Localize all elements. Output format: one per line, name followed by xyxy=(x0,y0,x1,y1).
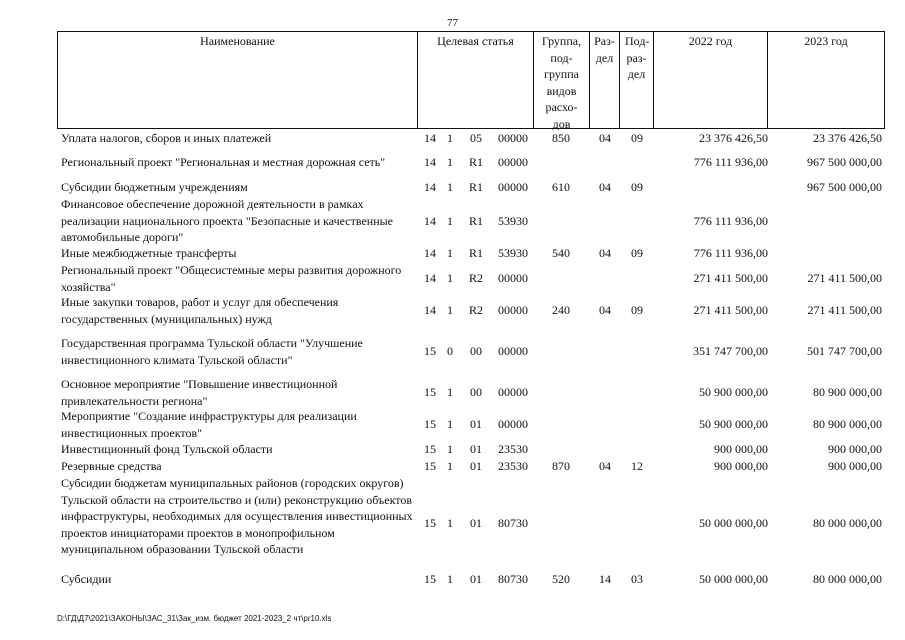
target-code-2: 1 xyxy=(447,385,453,399)
target-code-2: 1 xyxy=(447,459,453,473)
target-code-2: 1 xyxy=(447,180,453,194)
target-code-1: 14 xyxy=(424,303,436,317)
row-name: Региональный проект "Общесистемные меры развития дорожного хозяйства" xyxy=(61,263,402,294)
target-code-1: 14 xyxy=(424,180,436,194)
target-code-1: 15 xyxy=(424,516,436,530)
target-code-4: 00000 xyxy=(498,131,528,145)
header-2023: 2023 год xyxy=(804,34,848,48)
target-code-3: 01 xyxy=(470,442,482,456)
target-code-3: R1 xyxy=(468,246,483,260)
section-code: 14 xyxy=(599,572,611,586)
amount-2023: 80 000 000,00 xyxy=(813,516,882,530)
target-code-4: 53930 xyxy=(498,246,528,260)
amount-2023: 900 000,00 xyxy=(828,442,882,456)
target-code-3: 05 xyxy=(470,131,482,145)
amount-2023: 80 900 000,00 xyxy=(813,417,882,431)
header-group: Группа, под- группа видов расхо- дов xyxy=(534,32,590,128)
amount-2022: 23 376 426,50 xyxy=(699,131,768,145)
target-code-3: 00 xyxy=(470,344,482,358)
amount-2022: 50 900 000,00 xyxy=(699,417,768,431)
amount-2022: 900 000,00 xyxy=(714,459,768,473)
amount-2022: 776 111 936,00 xyxy=(693,155,768,169)
target-code-3: R1 xyxy=(468,180,483,194)
header-name: Наименование xyxy=(58,32,418,128)
subsection-code: 09 xyxy=(631,180,643,194)
target-code-3: 01 xyxy=(470,572,482,586)
footer-file-path: D:\ГД\Д7\2021\ЗАКОНЫ\ЗАС_31\Зак_изм. бюджет 2021-2023_2 чт\pr10.xls xyxy=(57,614,332,623)
target-code-2: 1 xyxy=(447,271,453,285)
target-code-1: 15 xyxy=(424,385,436,399)
subsection-code: 09 xyxy=(631,131,643,145)
amount-2023: 80 900 000,00 xyxy=(813,385,882,399)
target-code-3: 01 xyxy=(470,459,482,473)
amount-2022: 776 111 936,00 xyxy=(693,246,768,260)
target-code-3: 01 xyxy=(470,516,482,530)
target-code-4: 00000 xyxy=(498,155,528,169)
section-code: 04 xyxy=(599,180,611,194)
target-code-4: 00000 xyxy=(498,385,528,399)
expense-group: 610 xyxy=(552,180,570,194)
amount-2022: 271 411 500,00 xyxy=(693,271,768,285)
target-code-2: 1 xyxy=(447,417,453,431)
target-code-4: 00000 xyxy=(498,303,528,317)
amount-2022: 50 900 000,00 xyxy=(699,385,768,399)
amount-2023: 967 500 000,00 xyxy=(807,180,882,194)
target-code-4: 80730 xyxy=(498,572,528,586)
target-code-2: 1 xyxy=(447,516,453,530)
target-code-3: R1 xyxy=(468,155,483,169)
amount-2023: 23 376 426,50 xyxy=(813,131,882,145)
subsection-code: 09 xyxy=(631,303,643,317)
target-code-1: 15 xyxy=(424,459,436,473)
target-code-2: 1 xyxy=(447,213,453,228)
target-code-4: 00000 xyxy=(498,271,528,285)
row-name: Региональный проект "Региональная и местная дорожная сеть" xyxy=(61,155,386,169)
amount-2022: 50 000 000,00 xyxy=(699,516,768,530)
target-code-4: 00000 xyxy=(498,417,528,431)
target-code-2: 1 xyxy=(447,303,453,317)
amount-2023: 900 000,00 xyxy=(828,459,882,473)
section-code: 04 xyxy=(599,459,611,473)
expense-group: 850 xyxy=(552,131,570,145)
amount-2022: 351 747 700,00 xyxy=(693,344,768,358)
target-code-2: 1 xyxy=(447,442,453,456)
row-name: Государственная программа Тульской области "Улучшение инвестиционного климата Тульской области" xyxy=(61,336,363,367)
header-target: Целевая статья xyxy=(418,32,534,128)
section-code: 04 xyxy=(599,246,611,260)
target-code-2: 1 xyxy=(447,246,453,260)
target-code-1: 14 xyxy=(424,271,436,285)
section-code: 04 xyxy=(599,303,611,317)
target-code-3: 00 xyxy=(470,385,482,399)
target-code-1: 15 xyxy=(424,417,436,431)
target-code-1: 14 xyxy=(424,155,436,169)
amount-2022: 50 000 000,00 xyxy=(699,572,768,586)
target-code-4: 80730 xyxy=(498,516,528,530)
subsection-code: 09 xyxy=(631,246,643,260)
subsection-code: 12 xyxy=(631,459,643,473)
row-name: Основное мероприятие "Повышение инвестиционной привлекательности региона" xyxy=(61,377,338,408)
header-2022: 2022 год xyxy=(654,32,768,128)
expense-group: 520 xyxy=(552,572,570,586)
target-code-2: 1 xyxy=(447,155,453,169)
target-code-1: 14 xyxy=(424,246,436,260)
section-code: 04 xyxy=(599,131,611,145)
row-name: Субсидии xyxy=(61,572,112,586)
row-name: Иные закупки товаров, работ и услуг для обеспечения государственных (муниципальных) нужд xyxy=(61,295,339,326)
row-name: Уплата налогов, сборов и иных платежей xyxy=(61,131,272,145)
target-code-4: 23530 xyxy=(498,442,528,456)
target-code-3: R2 xyxy=(468,271,483,285)
target-code-3: R1 xyxy=(468,213,483,228)
amount-2022: 271 411 500,00 xyxy=(693,303,768,317)
target-code-4: 53930 xyxy=(498,213,528,228)
target-code-1: 15 xyxy=(424,344,436,358)
table-header xyxy=(57,31,885,129)
target-code-1: 14 xyxy=(424,213,436,228)
target-code-3: R2 xyxy=(468,303,483,317)
amount-2023: 271 411 500,00 xyxy=(807,271,882,285)
expense-group: 540 xyxy=(552,246,570,260)
row-name: Субсидии бюджетам муниципальных районов (городских округов) Тульской области на строительство и (или) реконструкцию объектов инфраструктуры, необходимых для осуществления инвестиционных проектов инициаторами проектов в монопрофильном муниципальном образовании Тульской области xyxy=(61,476,413,556)
target-code-1: 14 xyxy=(424,131,436,145)
target-code-2: 1 xyxy=(447,131,453,145)
expense-group: 240 xyxy=(552,303,570,317)
row-name: Субсидии бюджетным учреждениям xyxy=(61,180,248,194)
header-subsection: Под- раз- дел xyxy=(620,32,654,128)
target-code-4: 23530 xyxy=(498,459,528,473)
target-code-1: 15 xyxy=(424,442,436,456)
target-code-2: 0 xyxy=(447,344,453,358)
expense-group: 870 xyxy=(552,459,570,473)
header-section: Раз- дел xyxy=(590,32,620,128)
row-name: Иные межбюджетные трансферты xyxy=(61,246,237,260)
row-name: Финансовое обеспечение дорожной деятельности в рамках реализации национального проекта "Безопасные и качественные автомобильные дороги" xyxy=(61,197,393,244)
row-name: Инвестиционный фонд Тульской области xyxy=(61,442,273,456)
row-name: Резервные средства xyxy=(61,459,162,473)
amount-2023: 80 000 000,00 xyxy=(813,572,882,586)
target-code-1: 15 xyxy=(424,572,436,586)
target-code-4: 00000 xyxy=(498,180,528,194)
target-code-2: 1 xyxy=(447,572,453,586)
amount-2022: 900 000,00 xyxy=(714,442,768,456)
row-name: Мероприятие "Создание инфраструктуры для реализации инвестиционных проектов" xyxy=(61,409,357,440)
amount-2023: 271 411 500,00 xyxy=(807,303,882,317)
page-number: 77 xyxy=(447,17,458,29)
subsection-code: 03 xyxy=(631,572,643,586)
amount-2022: 776 111 936,00 xyxy=(693,213,768,228)
amount-2023: 501 747 700,00 xyxy=(807,344,882,358)
amount-2023: 967 500 000,00 xyxy=(807,155,882,169)
target-code-3: 01 xyxy=(470,417,482,431)
target-code-4: 00000 xyxy=(498,344,528,358)
